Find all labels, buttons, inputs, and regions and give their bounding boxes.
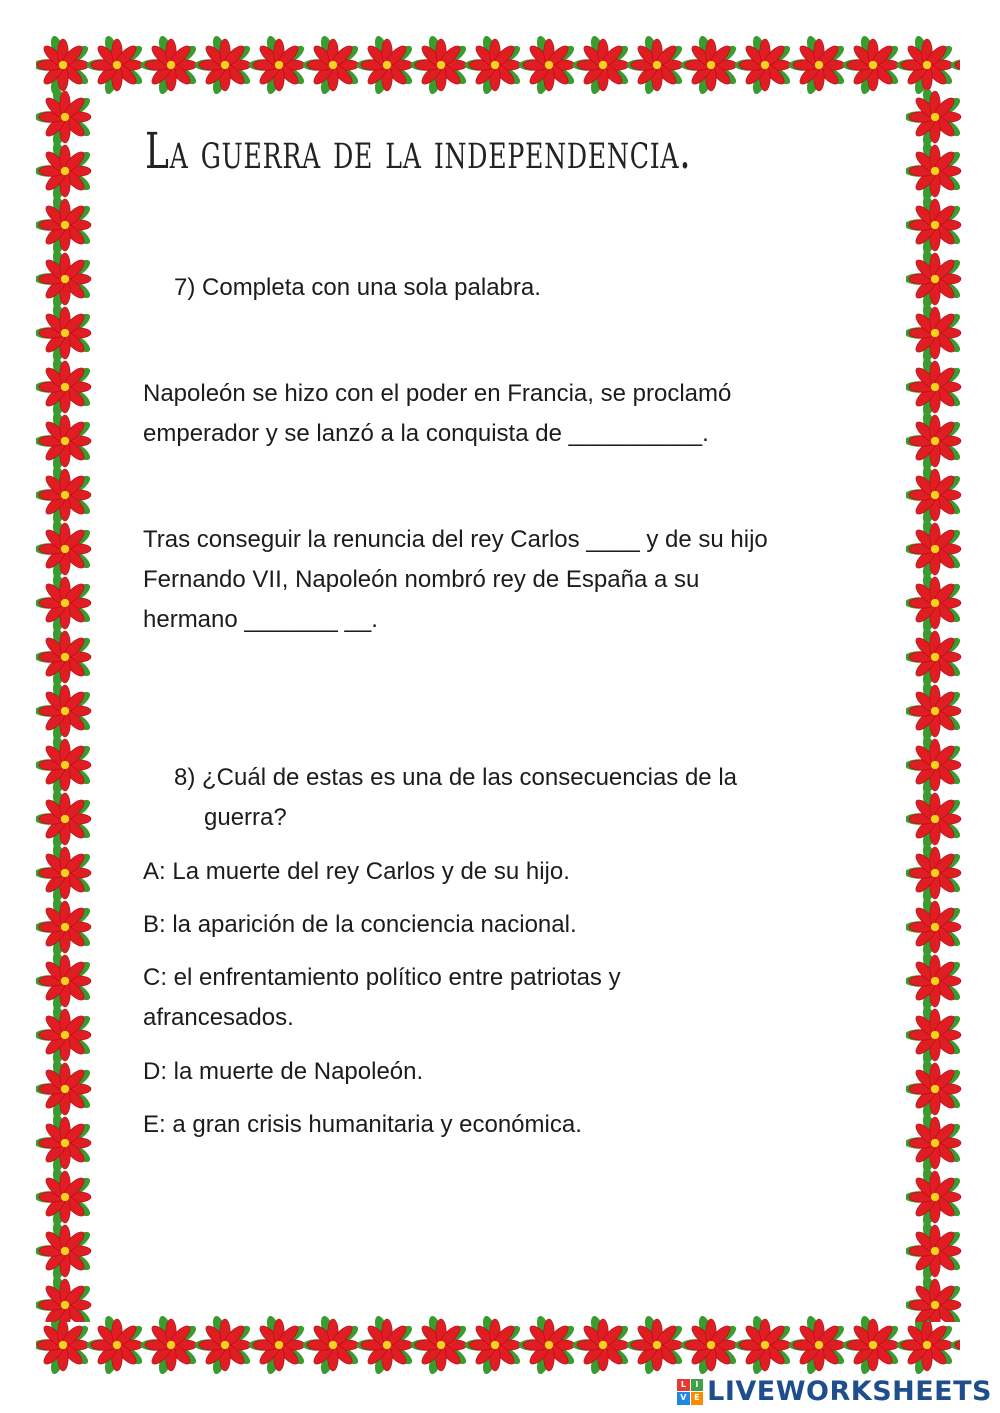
badge-letter: I bbox=[691, 1379, 704, 1392]
paragraph-2-line-1: Tras conseguir la renuncia del rey Carlos ____ y de su hijo bbox=[143, 526, 768, 553]
logo-badge-icon bbox=[677, 1379, 703, 1405]
logo-text: LIVEWORKSHEETS bbox=[707, 1376, 992, 1407]
question-7-label: 7) Completa con una sola palabra. bbox=[174, 274, 541, 301]
poinsettia-icon bbox=[36, 1274, 93, 1322]
option-e: E: a gran crisis humanitaria y económica. bbox=[143, 1111, 582, 1138]
poinsettia-icon bbox=[249, 36, 307, 94]
poinsettia-icon bbox=[789, 36, 847, 94]
question-8-label-line-1: 8) ¿Cuál de estas es una de las consecuencias de la bbox=[174, 764, 738, 791]
poinsettia-icon bbox=[789, 1316, 847, 1374]
poinsettia-icon bbox=[519, 36, 577, 94]
poinsettia-icon bbox=[519, 1316, 577, 1374]
poinsettia-icon bbox=[906, 1058, 963, 1119]
poinsettia-icon bbox=[906, 248, 963, 309]
poinsettia-icon bbox=[906, 1274, 963, 1322]
poinsettia-icon bbox=[951, 36, 960, 94]
option-c-line-2: afrancesados. bbox=[143, 1004, 294, 1031]
poinsettia-icon bbox=[36, 1004, 93, 1065]
poinsettia-border-left bbox=[36, 90, 94, 1322]
poinsettia-icon bbox=[735, 1316, 793, 1374]
paragraph-2-line-3: hermano _______ __. bbox=[143, 606, 378, 633]
poinsettia-icon bbox=[906, 896, 963, 957]
poinsettia-icon bbox=[906, 788, 963, 849]
poinsettia-icon bbox=[36, 410, 93, 471]
poinsettia-icon bbox=[249, 1316, 307, 1374]
poinsettia-icon bbox=[411, 1316, 469, 1374]
poinsettia-icon bbox=[906, 140, 963, 201]
poinsettia-icon bbox=[36, 302, 93, 363]
paragraph-2-line-2: Fernando VII, Napoleón nombró rey de España a su bbox=[143, 566, 700, 593]
poinsettia-icon bbox=[906, 518, 963, 579]
poinsettia-icon bbox=[195, 1316, 253, 1374]
poinsettia-icon bbox=[141, 36, 199, 94]
poinsettia-icon bbox=[36, 788, 93, 849]
poinsettia-icon bbox=[906, 356, 963, 417]
poinsettia-icon bbox=[843, 1316, 901, 1374]
poinsettia-icon bbox=[906, 1220, 963, 1281]
poinsettia-icon bbox=[36, 1220, 93, 1281]
poinsettia-icon bbox=[573, 1316, 631, 1374]
poinsettia-icon bbox=[735, 36, 793, 94]
poinsettia-icon bbox=[303, 1316, 361, 1374]
poinsettia-icon bbox=[906, 1004, 963, 1065]
poinsettia-icon bbox=[906, 302, 963, 363]
poinsettia-icon bbox=[573, 36, 631, 94]
poinsettia-icon bbox=[36, 842, 93, 903]
page-title: La guerra de la independencia. bbox=[145, 122, 692, 180]
poinsettia-icon bbox=[36, 194, 93, 255]
poinsettia-icon bbox=[195, 36, 253, 94]
poinsettia-icon bbox=[36, 248, 93, 309]
option-c bbox=[143, 958, 621, 1038]
poinsettia-border-right bbox=[906, 90, 964, 1322]
poinsettia-icon bbox=[465, 1316, 523, 1374]
poinsettia-icon bbox=[36, 1316, 91, 1374]
poinsettia-icon bbox=[36, 464, 93, 525]
poinsettia-icon bbox=[36, 1166, 93, 1227]
option-d: D: la muerte de Napoleón. bbox=[143, 1058, 424, 1085]
option-a: A: La muerte del rey Carlos y de su hijo. bbox=[143, 858, 570, 885]
poinsettia-icon bbox=[36, 680, 93, 741]
question-8-label bbox=[174, 758, 737, 838]
poinsettia-icon bbox=[36, 356, 93, 417]
poinsettia-icon bbox=[906, 1166, 963, 1227]
poinsettia-icon bbox=[141, 1316, 199, 1374]
poinsettia-icon bbox=[36, 1112, 93, 1173]
poinsettia-border-bottom bbox=[36, 1316, 960, 1374]
poinsettia-icon bbox=[36, 572, 93, 633]
question-7-paragraph-1 bbox=[143, 374, 731, 454]
poinsettia-icon bbox=[681, 1316, 739, 1374]
left-border bbox=[36, 90, 94, 1322]
poinsettia-icon bbox=[36, 90, 93, 148]
poinsettia-icon bbox=[906, 1112, 963, 1173]
poinsettia-icon bbox=[87, 1316, 145, 1374]
poinsettia-icon bbox=[906, 950, 963, 1011]
poinsettia-icon bbox=[843, 36, 901, 94]
poinsettia-icon bbox=[681, 36, 739, 94]
poinsettia-icon bbox=[627, 36, 685, 94]
badge-letter: L bbox=[677, 1379, 690, 1392]
poinsettia-icon bbox=[906, 734, 963, 795]
poinsettia-icon bbox=[36, 36, 91, 94]
poinsettia-icon bbox=[906, 410, 963, 471]
option-c-line-1: C: el enfrentamiento político entre patriotas y bbox=[143, 964, 621, 991]
liveworksheets-logo[interactable] bbox=[677, 1376, 992, 1407]
poinsettia-icon bbox=[36, 518, 93, 579]
poinsettia-icon bbox=[36, 626, 93, 687]
poinsettia-icon bbox=[906, 680, 963, 741]
poinsettia-icon bbox=[87, 36, 145, 94]
question-7-paragraph-2 bbox=[143, 520, 768, 640]
poinsettia-icon bbox=[36, 734, 93, 795]
right-border bbox=[906, 90, 964, 1322]
poinsettia-icon bbox=[357, 1316, 415, 1374]
question-8-label-line-2: guerra? bbox=[204, 804, 287, 831]
option-b: B: la aparición de la conciencia nacional. bbox=[143, 911, 577, 938]
poinsettia-icon bbox=[906, 90, 963, 148]
badge-letter: V bbox=[677, 1392, 690, 1405]
poinsettia-icon bbox=[36, 140, 93, 201]
poinsettia-icon bbox=[303, 36, 361, 94]
top-border bbox=[36, 36, 960, 94]
poinsettia-icon bbox=[906, 194, 963, 255]
poinsettia-icon bbox=[627, 1316, 685, 1374]
badge-letter: E bbox=[691, 1392, 704, 1405]
poinsettia-icon bbox=[357, 36, 415, 94]
poinsettia-icon bbox=[906, 626, 963, 687]
poinsettia-icon bbox=[36, 1058, 93, 1119]
poinsettia-icon bbox=[951, 1316, 960, 1374]
poinsettia-border-top bbox=[36, 36, 960, 94]
poinsettia-icon bbox=[897, 36, 955, 94]
poinsettia-icon bbox=[411, 36, 469, 94]
paragraph-1-line-2: emperador y se lanzó a la conquista de __________. bbox=[143, 420, 709, 447]
poinsettia-icon bbox=[36, 896, 93, 957]
poinsettia-icon bbox=[906, 464, 963, 525]
poinsettia-icon bbox=[36, 950, 93, 1011]
poinsettia-icon bbox=[897, 1316, 955, 1374]
bottom-border bbox=[36, 1316, 960, 1374]
paragraph-1-line-1: Napoleón se hizo con el poder en Francia, se proclamó bbox=[143, 380, 732, 407]
poinsettia-icon bbox=[906, 842, 963, 903]
poinsettia-icon bbox=[465, 36, 523, 94]
poinsettia-icon bbox=[906, 572, 963, 633]
